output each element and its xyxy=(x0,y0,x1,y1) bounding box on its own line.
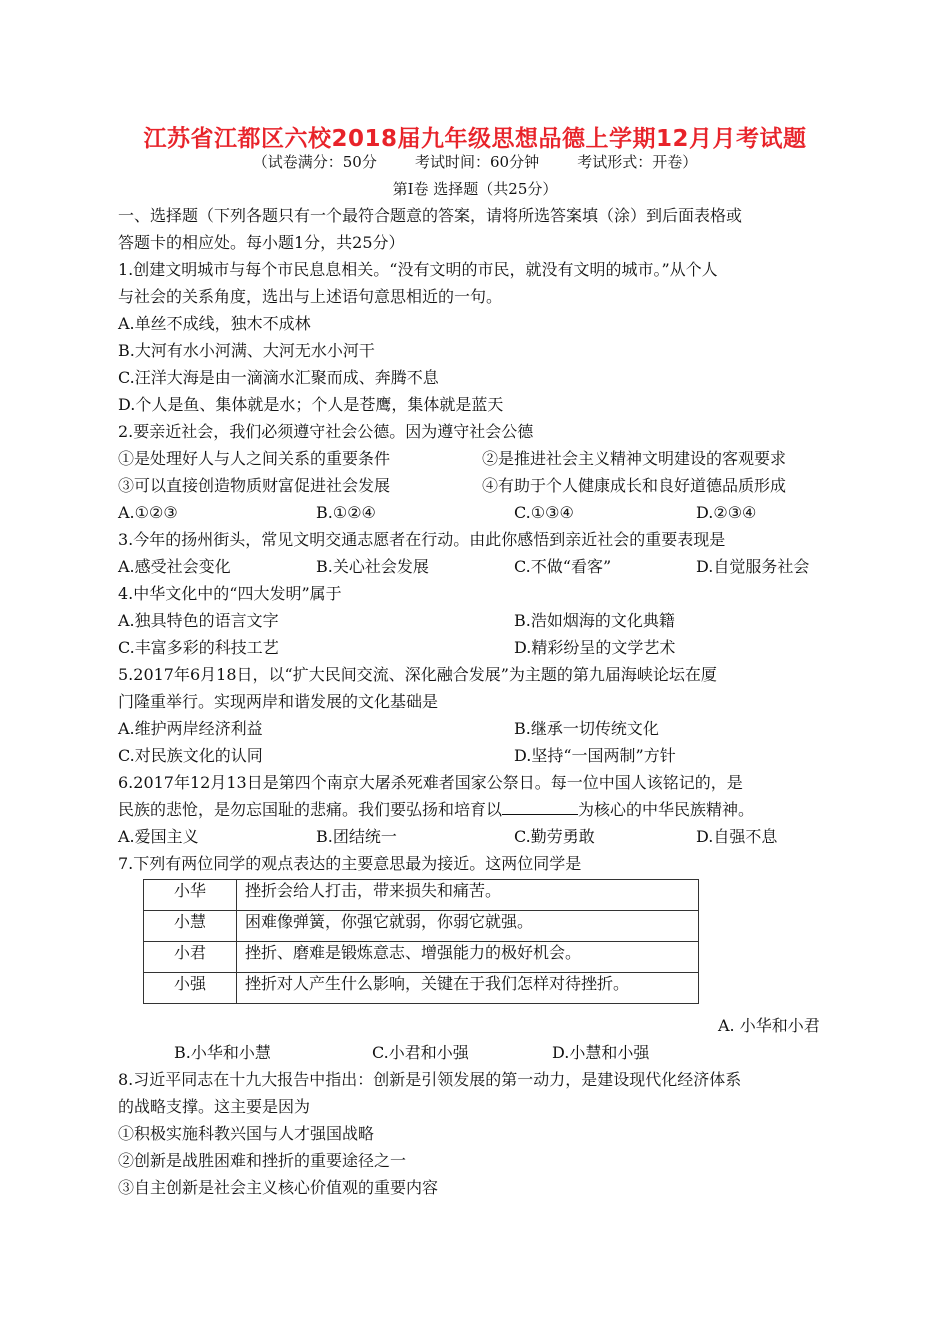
q1-option-c: C.汪洋大海是由一滴滴水汇聚而成、奔腾不息 xyxy=(118,368,439,387)
q2-option-c: C.①③④ xyxy=(514,503,574,522)
q4-option-c: C.丰富多彩的科技工艺 xyxy=(118,638,279,657)
table-row xyxy=(144,880,699,911)
q6-stem-line-1: 6.2017年12月13日是第四个南京大屠杀死难者国家公祭日。每一位中国人该铭记的，是 xyxy=(118,773,743,792)
q6-stem-part-2: 为核心的中华民族精神。 xyxy=(578,800,755,819)
instructions-line-1: 一、选择题（下列各题只有一个最符合题意的答案，请将所选答案填（涂）到后面表格或 xyxy=(118,206,743,225)
q7-option-a: A. 小华和小君 xyxy=(718,1016,820,1035)
student-view: 挫折、磨难是锻炼意志、增强能力的极好机会。 xyxy=(237,942,699,973)
q1-stem-line-2: 与社会的关系角度，选出与上述语句意思相近的一句。 xyxy=(118,287,503,306)
q2-option-d: D.②③④ xyxy=(696,503,757,522)
table-row xyxy=(144,973,699,1004)
q1-stem-line-1: 1.创建文明城市与每个市民息息相关。“没有文明的市民，就没有文明的城市。”从个人 xyxy=(118,260,718,279)
q6-option-d: D.自强不息 xyxy=(696,827,778,846)
q5-stem-line-1: 5.2017年6月18日，以“扩大民间交流、深化融合发展”为主题的第九届海峡论坛在厦 xyxy=(118,665,717,684)
q1-option-b: B.大河有水小河满、大河无水小河干 xyxy=(118,341,375,360)
exam-info: （试卷满分：50分 考试时间：60分钟 考试形式：开卷） xyxy=(252,153,698,171)
q8-stem-line-1: 8.习近平同志在十九大报告中指出：创新是引领发展的第一动力，是建设现代化经济体系 xyxy=(118,1070,742,1089)
q2-item-3: ③可以直接创造物质财富促进社会发展 xyxy=(118,476,391,495)
q1-option-a: A.单丝不成线，独木不成林 xyxy=(118,314,311,333)
student-view: 挫折对人产生什么影响，关键在于我们怎样对待挫折。 xyxy=(237,973,699,1004)
q5-option-a: A.维护两岸经济利益 xyxy=(118,719,263,738)
q2-item-1: ①是处理好人与人之间关系的重要条件 xyxy=(118,449,391,468)
q4-option-d: D.精彩纷呈的文学艺术 xyxy=(514,638,676,657)
q6-stem-line-2 xyxy=(118,800,754,820)
q3-stem: 3.今年的扬州街头，常见文明交通志愿者在行动。由此你感悟到亲近社会的重要表现是 xyxy=(118,530,726,549)
student-name: 小慧 xyxy=(144,911,237,942)
student-view: 挫折会给人打击，带来损失和痛苦。 xyxy=(237,880,699,911)
q7-option-c: C.小君和小强 xyxy=(372,1043,469,1062)
table-row xyxy=(144,911,699,942)
answer-blank xyxy=(502,800,578,815)
q4-option-a: A.独具特色的语言文字 xyxy=(118,611,279,630)
q3-option-b: B.关心社会发展 xyxy=(316,557,429,576)
q6-option-b: B.团结统一 xyxy=(316,827,397,846)
q5-option-b: B.继承一切传统文化 xyxy=(514,719,659,738)
q2-item-4: ④有助于个人健康成长和良好道德品质形成 xyxy=(482,476,787,495)
q6-stem-part-1: 民族的悲怆，是勿忘国耻的悲痛。我们要弘扬和培育以 xyxy=(118,800,503,819)
q2-stem: 2.要亲近社会，我们必须遵守社会公德。因为遵守社会公德 xyxy=(118,422,534,441)
q6-option-a: A.爱国主义 xyxy=(118,827,199,846)
exam-title: 江苏省江都区六校2018届九年级思想品德上学期12月月考试题 xyxy=(143,126,807,152)
q6-option-c: C.勤劳勇敢 xyxy=(514,827,595,846)
q8-item-2: ②创新是战胜困难和挫折的重要途径之一 xyxy=(118,1151,407,1170)
q1-option-d: D.个人是鱼、集体就是水；个人是苍鹰，集体就是蓝天 xyxy=(118,395,504,414)
q3-option-d: D.自觉服务社会 xyxy=(696,557,810,576)
q3-option-c: C.不做“看客” xyxy=(514,557,612,576)
q5-option-c: C.对民族文化的认同 xyxy=(118,746,263,765)
instructions-line-2: 答题卡的相应处。每小题1分，共25分） xyxy=(118,233,405,252)
q7-views-table xyxy=(143,879,699,1004)
q7-option-b: B.小华和小慧 xyxy=(174,1043,271,1062)
student-view: 困难像弹簧，你强它就弱，你弱它就强。 xyxy=(237,911,699,942)
q4-option-b: B.浩如烟海的文化典籍 xyxy=(514,611,675,630)
table-row xyxy=(144,942,699,973)
q7-option-d: D.小慧和小强 xyxy=(552,1043,650,1062)
q7-stem: 7.下列有两位同学的观点表达的主要意思最为接近。这两位同学是 xyxy=(118,854,582,873)
q8-item-3: ③自主创新是社会主义核心价值观的重要内容 xyxy=(118,1178,439,1197)
q4-stem: 4.中华文化中的“四大发明”属于 xyxy=(118,584,342,603)
q2-option-b: B.①②④ xyxy=(316,503,376,522)
student-name: 小华 xyxy=(144,880,237,911)
q8-stem-line-2: 的战略支撑。这主要是因为 xyxy=(118,1097,311,1116)
q5-stem-line-2: 门隆重举行。实现两岸和谐发展的文化基础是 xyxy=(118,692,439,711)
q2-option-a: A.①②③ xyxy=(118,503,178,522)
section-heading: 第Ⅰ卷 选择题（共25分） xyxy=(392,180,558,198)
q8-item-1: ①积极实施科教兴国与人才强国战略 xyxy=(118,1124,375,1143)
q3-option-a: A.感受社会变化 xyxy=(118,557,231,576)
q2-item-2: ②是推进社会主义精神文明建设的客观要求 xyxy=(482,449,787,468)
q5-option-d: D.坚持“一国两制”方针 xyxy=(514,746,676,765)
student-name: 小强 xyxy=(144,973,237,1004)
student-name: 小君 xyxy=(144,942,237,973)
